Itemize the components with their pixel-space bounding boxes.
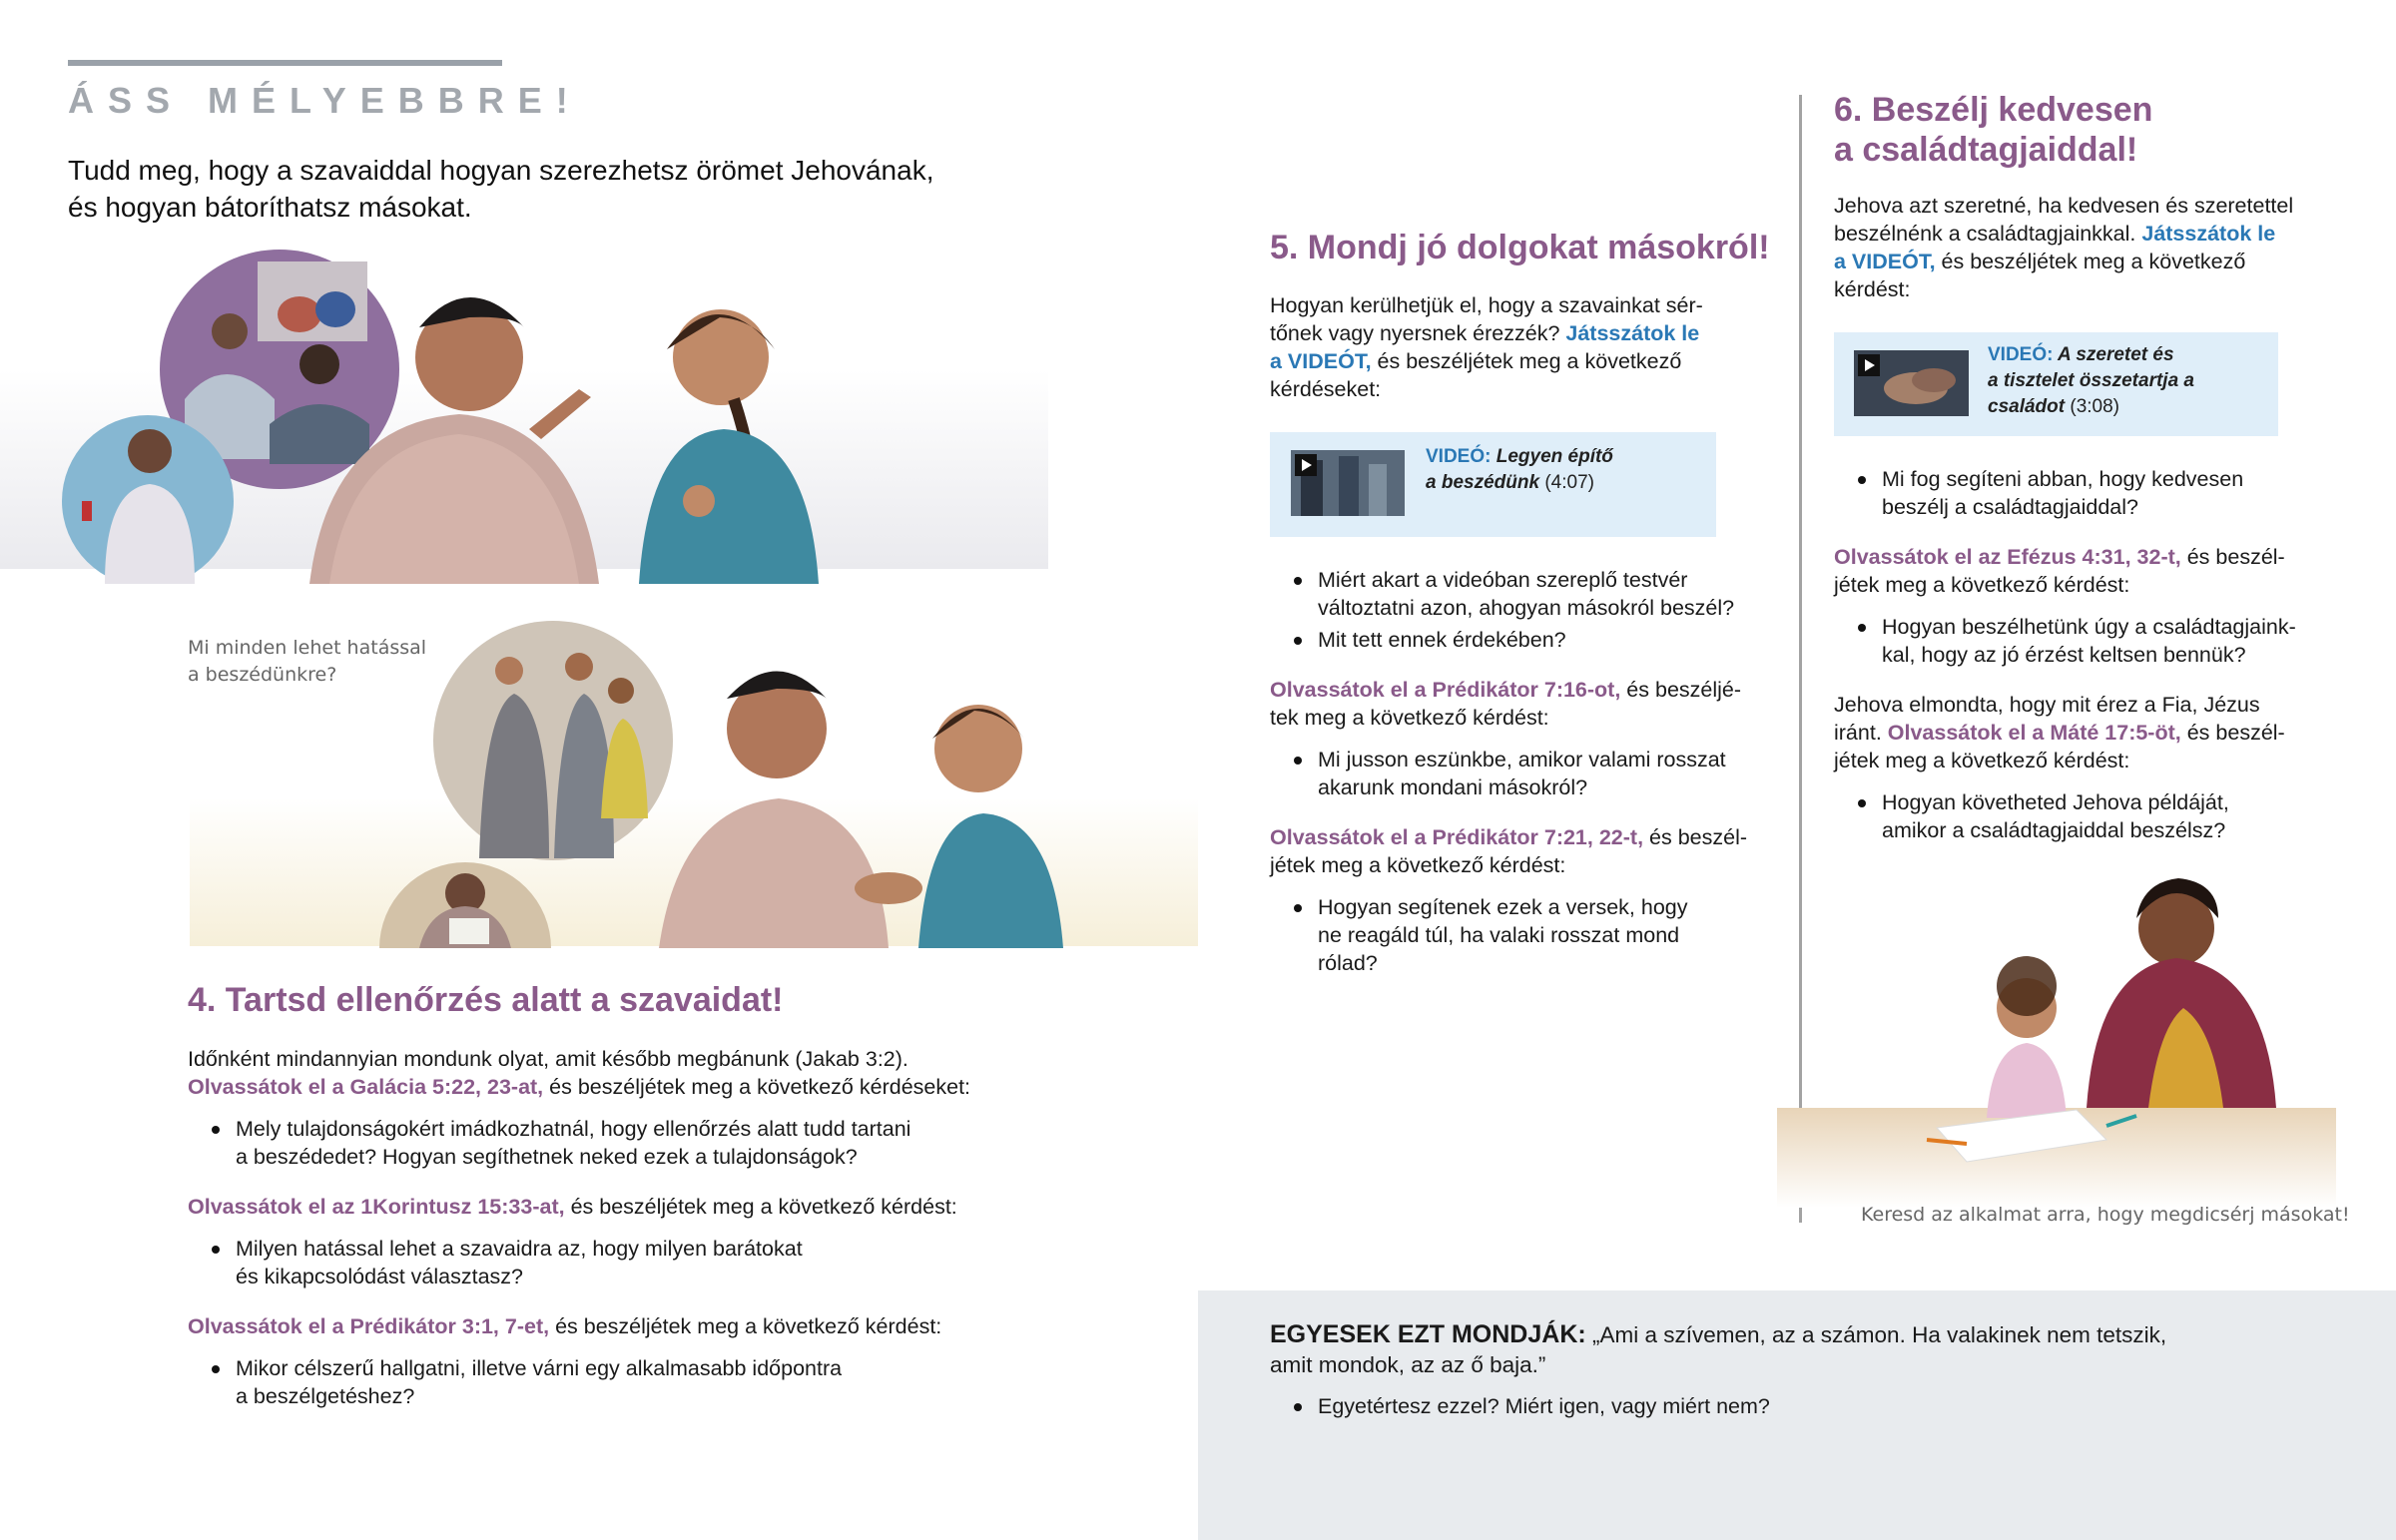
question-item [188, 1354, 1086, 1410]
scripture-reference[interactable]: Olvassátok el a Prédikátor 7:21, 22-t, [1270, 825, 1644, 849]
some-say-content [1270, 1319, 2318, 1424]
question-list [1270, 893, 1789, 977]
video-title-text: A szeretet és [2053, 344, 2174, 365]
question-item [188, 1235, 1086, 1290]
play-icon[interactable] [1858, 354, 1880, 376]
section-5-title: 5. Mondj jó dolgokat másokról! [1270, 229, 1770, 266]
question-line: akarunk mondani másokról? [1318, 775, 1588, 799]
question-line: amikor a családtagjaiddal beszélsz? [1882, 818, 2226, 842]
body-text: és beszéljétek meg a következő kérdéseket: [543, 1075, 971, 1099]
body-line: tek meg a következő kérdést: [1270, 706, 1549, 730]
quote-line: amit mondok, az az ő baja.” [1270, 1352, 1546, 1377]
some-say-label: EGYESEK EZT MONDJÁK: [1270, 1320, 1586, 1348]
section-5-questions [1270, 566, 1789, 981]
body-line: Hogyan kerülhetjük el, hogy a szavainkat sér- [1270, 293, 1703, 317]
question-line: Milyen hatással lehet a szavaidra az, hogy milyen barátokat [236, 1237, 803, 1261]
section-5-intro [1270, 291, 1779, 403]
question-list [1270, 746, 1789, 801]
body-line: kérdéseket: [1270, 377, 1382, 401]
video-title-text: a beszédünk [1426, 472, 1540, 493]
question-line: Mely tulajdonságokért imádkozhatnál, hogy ellenőrzés alatt tudd tartani [236, 1117, 911, 1141]
body-line: Jehova elmondta, hogy mit érez a Fia, Jézus [1834, 693, 2260, 717]
body-text: és beszéljétek meg a következő [1935, 250, 2246, 273]
question-list [188, 1235, 1086, 1290]
question-list [1834, 465, 2373, 521]
title-line: a családtagjaiddal! [1834, 131, 2138, 169]
question-item [1270, 626, 1789, 654]
body-text: és beszél- [1643, 825, 1748, 849]
scripture-reference[interactable]: Olvassátok el a Prédikátor 3:1, 7-et, [188, 1314, 550, 1338]
question-line: ne reagáld túl, ha valaki rosszat mond [1318, 923, 1680, 947]
question-line: a beszédedet? Hogyan segíthetnek neked ezek a tulajdonságok? [236, 1145, 858, 1169]
question-item [1270, 893, 1789, 977]
read-instruction [1270, 676, 1789, 732]
question-line: Hogyan segítenek ezek a versek, hogy [1318, 895, 1688, 919]
question-item [188, 1115, 1086, 1171]
caption-line: Mi minden lehet hatással [188, 637, 427, 659]
scripture-reference[interactable]: Olvassátok el a Galácia 5:22, 23-at, [188, 1075, 544, 1099]
question-line: kal, hogy az jó érzést keltsen bennük? [1882, 643, 2246, 667]
question-line: beszélj a családtagjaiddal? [1882, 495, 2138, 519]
body-text: és beszél- [2180, 721, 2285, 745]
read-instruction [1270, 823, 1789, 879]
video-duration: (3:08) [2065, 396, 2120, 417]
question-list [1834, 613, 2373, 669]
video-card-1[interactable] [1270, 432, 1716, 537]
video-label: VIDEÓ: [1426, 446, 1492, 467]
video-title[interactable] [1426, 444, 1613, 496]
question-line: Miért akart a videóban szereplő testvér [1318, 568, 1688, 592]
body-text: és beszéljé- [1620, 678, 1742, 702]
illustration-praise [1777, 878, 2336, 1208]
video-title-text: a tisztelet összetartja a [1988, 370, 2194, 391]
body-text: beszélnénk a családtagjainkkal. [1834, 222, 2142, 246]
body-line: jétek meg a következő kérdést: [1270, 853, 1566, 877]
question-line: és kikapcsolódást választasz? [236, 1265, 524, 1288]
question-line: változtatni azon, ahogyan másokról beszél? [1318, 596, 1735, 620]
question-line: Mi jusson eszünkbe, amikor valami rosszat [1318, 748, 1726, 771]
some-say-quote [1270, 1319, 2318, 1380]
section-4-intro [188, 1045, 1086, 1101]
question-item [1834, 613, 2373, 669]
video-thumbnail[interactable] [1291, 450, 1405, 516]
read-instruction [188, 1193, 1086, 1221]
scripture-reference[interactable]: Olvassátok el a Prédikátor 7:16-ot, [1270, 678, 1621, 702]
play-video-link[interactable]: Játsszátok le [2141, 222, 2276, 246]
video-title[interactable] [1988, 342, 2194, 420]
body-line: jétek meg a következő kérdést: [1834, 573, 2130, 597]
question-line: Mikor célszerű hallgatni, illetve várni egy alkalmasabb időpontra [236, 1356, 843, 1380]
body-text: és beszél- [2180, 545, 2285, 569]
illustration-argument [0, 240, 1058, 584]
caption-line: a beszédünkre? [188, 664, 337, 686]
body-text: iránt. [1834, 721, 1888, 745]
illustration-reconciliation [329, 619, 1198, 948]
question-item: Egyetértesz ezzel? Miért igen, vagy miért nem? [1270, 1392, 2318, 1420]
play-video-link[interactable]: a VIDEÓT, [1270, 349, 1372, 373]
body-text: és beszéljétek meg a következő kérdést: [549, 1314, 942, 1338]
section-4-body [188, 1045, 1086, 1414]
play-video-link[interactable]: a VIDEÓT, [1834, 250, 1936, 273]
body-paragraph [1834, 192, 2363, 303]
section-6-title [1834, 90, 2152, 170]
play-icon[interactable] [1295, 454, 1317, 476]
question-line: Hogyan követheted Jehova példáját, [1882, 790, 2229, 814]
intro-line: Tudd meg, hogy a szavaiddal hogyan szerezhetsz örömet Jehovának, [68, 155, 934, 186]
body-text: tőnek vagy nyersnek érezzék? [1270, 321, 1566, 345]
header-rule [68, 60, 502, 66]
scripture-reference[interactable]: Olvassátok el a Máté 17:5-öt, [1887, 721, 2181, 745]
intro-text [68, 152, 966, 226]
section-kicker: ÁSS MÉLYEBBRE! [68, 80, 582, 121]
title-line: 6. Beszélj kedvesen [1834, 91, 2153, 129]
body-text: és beszéljétek meg a következő kérdést: [564, 1195, 957, 1219]
question-line: Mit tett ennek érdekében? [1318, 628, 1566, 652]
video-duration: (4:07) [1539, 472, 1594, 493]
scripture-reference[interactable]: Olvassátok el az Efézus 4:31, 32-t, [1834, 545, 2181, 569]
question-item [1834, 788, 2373, 844]
illustration-caption: Keresd az alkalmat arra, hogy megdicsérj másokat! [1861, 1204, 2350, 1226]
read-instruction [188, 1312, 1086, 1340]
video-card-2[interactable] [1834, 332, 2278, 436]
quote-line: „Ami a szívemen, az a számon. Ha valakinek nem tetszik, [1591, 1322, 2167, 1347]
intro-line: és hogyan bátoríthatsz másokat. [68, 192, 472, 223]
question-item [1270, 746, 1789, 801]
body-line: Időnként mindannyian mondunk olyat, amit később megbánunk (Jakab 3:2). [188, 1047, 908, 1071]
question-item [1270, 566, 1789, 622]
body-text: és beszéljétek meg a következő [1371, 349, 1682, 373]
section-6-questions [1834, 465, 2373, 848]
read-instruction [1834, 543, 2373, 599]
play-video-link[interactable]: Játsszátok le [1565, 321, 1700, 345]
question-list [1270, 1392, 2318, 1420]
question-line: Hogyan beszélhetünk úgy a családtagjaink- [1882, 615, 2296, 639]
body-line: Jehova azt szeretné, ha kedvesen és szeretettel [1834, 194, 2294, 218]
video-label: VIDEÓ: [1988, 344, 2054, 365]
body-paragraph [1834, 691, 2373, 774]
video-thumbnail[interactable] [1854, 350, 1969, 416]
question-line: rólad? [1318, 951, 1378, 975]
body-line: jétek meg a következő kérdést: [1834, 749, 2130, 772]
question-list [1270, 566, 1789, 654]
question-list [188, 1354, 1086, 1410]
body-line: kérdést: [1834, 277, 1911, 301]
scripture-reference[interactable]: Olvassátok el az 1Korintusz 15:33-at, [188, 1195, 565, 1219]
section-5-body [1270, 291, 1779, 403]
question-line: Mi fog segíteni abban, hogy kedvesen [1882, 467, 2244, 491]
video-title-text: családot [1988, 396, 2066, 417]
question-list [188, 1115, 1086, 1171]
section-4-title: 4. Tartsd ellenőrzés alatt a szavaidat! [188, 981, 784, 1019]
question-line: a beszélgetéshez? [236, 1384, 415, 1408]
question-item [1834, 465, 2373, 521]
question-list [1834, 788, 2373, 844]
section-6-intro [1834, 192, 2363, 303]
video-title-text: Legyen építő [1491, 446, 1613, 467]
